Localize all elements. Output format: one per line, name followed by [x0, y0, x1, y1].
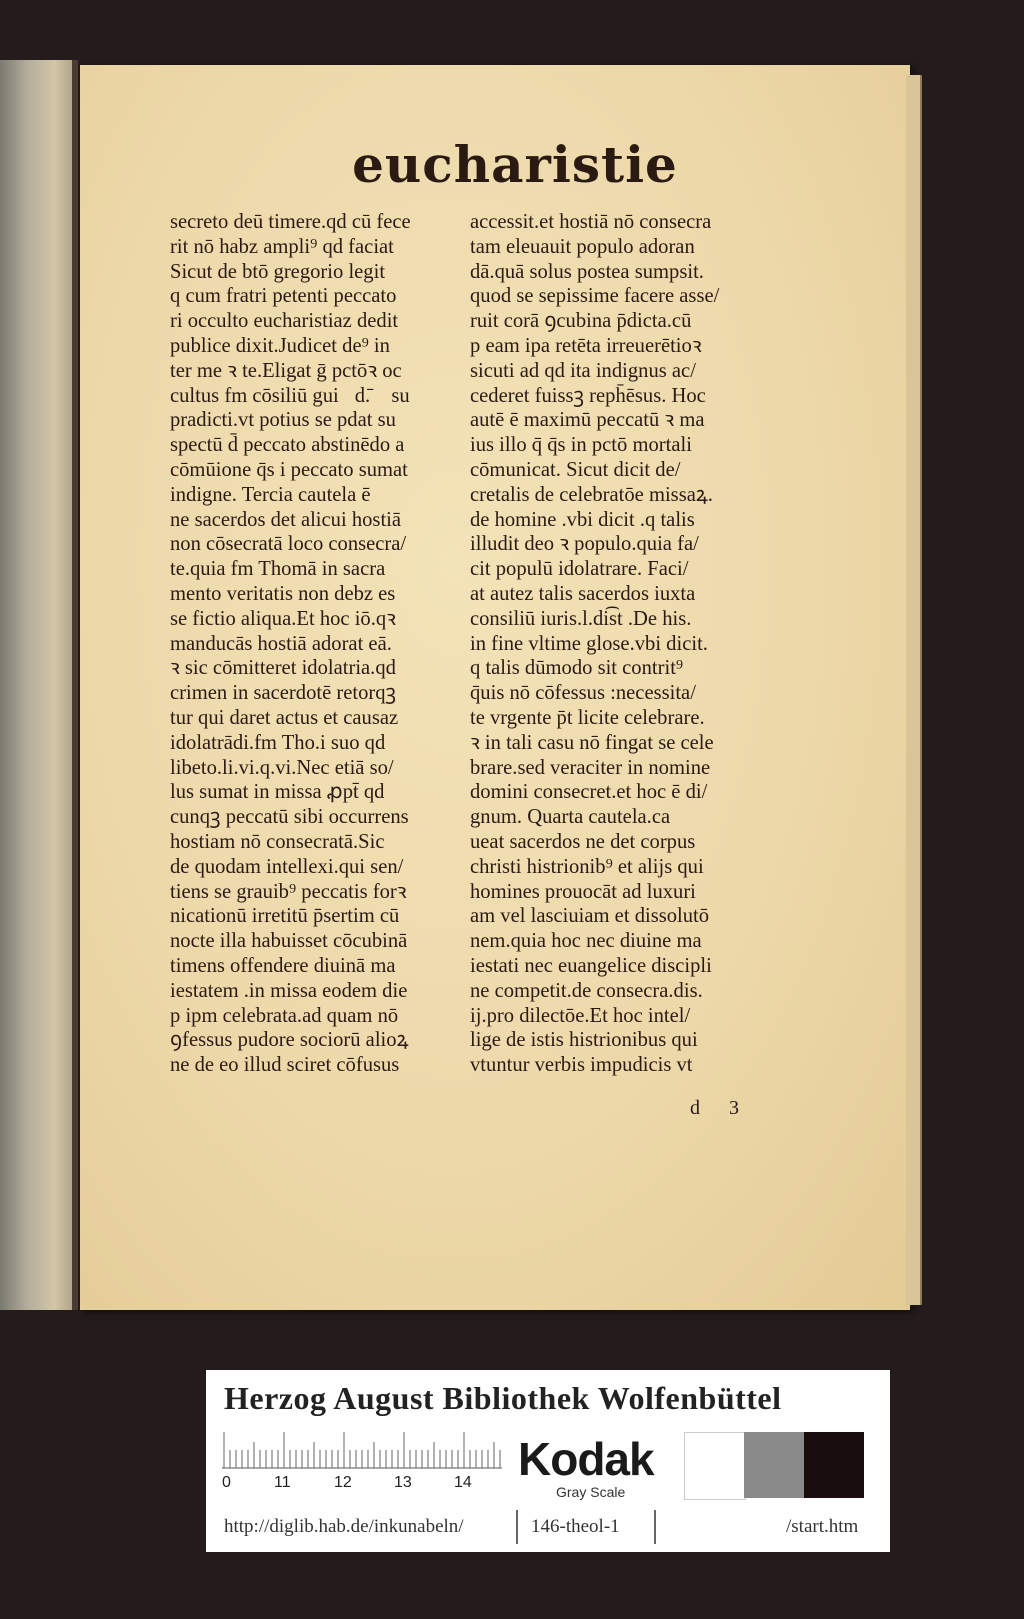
text-line: sicuti ad qd ita indignus ac/	[470, 359, 696, 382]
text-line: tiens se grauib⁹ peccatis forꝛ	[170, 880, 407, 903]
text-line: cit populū idolatrare. Faci/	[470, 558, 689, 581]
text-line: ne competit.de consecra.dis.	[470, 979, 703, 1002]
text-line: rit nō habz ampli⁹ qd faciat	[170, 235, 394, 258]
text-line: lige de istis histrionibus qui	[470, 1029, 698, 1052]
gray-swatch-black	[804, 1432, 864, 1498]
kodak-logo: Kodak	[518, 1433, 654, 1485]
text-line: te vrgente p̄t licite celebrare.	[470, 706, 705, 729]
text-line: tam eleuauit populo adoran	[470, 235, 695, 258]
text-line: q̄uis nō cōfessus :necessita/	[470, 682, 696, 705]
text-line: Sicut de btō gregorio legit	[170, 260, 386, 283]
book-page	[80, 65, 910, 1310]
text-line: quod se sepissime facere asse/	[470, 285, 720, 308]
text-line: te.quia fm Thomā in sacra	[170, 558, 386, 581]
ruler-label: 11	[274, 1474, 291, 1491]
ruler-label: 12	[334, 1474, 352, 1491]
text-line: vtuntur verbis impudicis vt	[470, 1054, 693, 1077]
gray-swatch-white	[684, 1432, 746, 1500]
text-line: de quodam intellexi.qui sen/	[170, 855, 404, 878]
text-line: libeto.li.vi.q.vi.Nec etiā so/	[170, 756, 394, 779]
text-line: lus sumat in missa ꝓpt̄ qd	[170, 781, 385, 804]
url-prefix: http://diglib.hab.de/inkunabeln/	[224, 1516, 464, 1537]
text-line: accessit.et hostiā nō consecra	[470, 211, 712, 233]
text-line: ꝯfessus pudore sociorū alioꝝ	[170, 1029, 409, 1052]
text-line: ne sacerdos det alicui hostiā	[170, 508, 402, 531]
text-line: indigne. Tercia cautela ē	[170, 483, 371, 506]
text-line: manducās hostiā adorat eā.	[170, 632, 392, 655]
text-line: ꝛ sic cōmitteret idolatria.qd	[170, 657, 396, 680]
ruler-label: 14	[454, 1474, 472, 1491]
text-line: illudit deo ꝛ populo.quia fa/	[470, 533, 699, 556]
divider	[654, 1510, 656, 1544]
text-line: timens offendere diuinā ma	[170, 954, 396, 977]
divider	[516, 1510, 518, 1544]
text-line: q cum fratri petenti peccato	[170, 285, 397, 308]
text-line: p ipm celebrata.ad quam nō	[170, 1004, 399, 1027]
text-line: domini consecret.et hoc ē di/	[470, 781, 708, 804]
text-line: hostiam nō consecratā.Sic	[170, 830, 385, 853]
text-line: at autez talis sacerdos iuxta	[470, 582, 696, 605]
right-text-column	[470, 210, 760, 1078]
text-line: autē ē maximū peccatū ꝛ ma	[470, 409, 705, 432]
text-line: christi histrionib⁹ et alijs qui	[470, 855, 704, 878]
text-line: cultus fm cōsiliū gui᷑d.̄ꝫ su	[170, 384, 410, 407]
text-line: de homine .vbi dicit .q talis	[470, 508, 695, 531]
text-line: cederet fuissꝫ reph̄ēsus. Hoc	[470, 384, 706, 407]
text-line: tur qui daret actus et causaz	[170, 706, 399, 729]
text-line: ij.pro dilectōe.Et hoc intel/	[470, 1004, 691, 1027]
text-line: ueat sacerdos ne det corpus	[470, 830, 696, 853]
text-line: homines prouocāt ad luxuri	[470, 880, 696, 903]
text-line: consiliū iuris.l.di͡st .De his.	[470, 607, 692, 630]
text-line: iestatem .in missa eodem die	[170, 979, 408, 1002]
color-target-card	[206, 1370, 890, 1552]
text-line: ri occulto eucharistiaz dedit	[170, 310, 399, 333]
text-line: iestati nec euangelice discipli	[470, 954, 712, 977]
text-line: ter me ꝛ te.Eligat ḡ pctōꝛ oc	[170, 359, 402, 382]
ruler-label: 13	[394, 1474, 412, 1491]
text-line: ius illo q̄ q̄s in pctō mortali	[470, 434, 692, 457]
text-line: dā.quā solus postea sumpsit.	[470, 260, 704, 283]
text-line: mento veritatis non debz es	[170, 582, 396, 605]
text-line: secreto deū timere.qd cū fece	[170, 211, 411, 233]
text-line: idolatrādi.fm Tho.i suo qd	[170, 731, 386, 754]
text-line: cretalis de celebratōe missaꝝ.	[470, 483, 713, 506]
ruler-label: 0	[222, 1474, 231, 1491]
text-line: publice dixit.Judicet de⁹ in	[170, 334, 390, 357]
text-line: in fine vltime glose.vbi dicit.	[470, 632, 708, 655]
text-line: spectū d̄ peccato abstinēdo a	[170, 434, 405, 457]
ruler-ticks	[222, 1430, 506, 1470]
text-line: am vel lasciuiam et dissolutō	[470, 905, 710, 928]
text-line: p eam ipa retēta irreuerētioꝛ	[470, 334, 702, 357]
text-line: cōmūione q̄s i peccato sumat	[170, 458, 408, 481]
url-suffix: /start.htm	[786, 1516, 859, 1537]
text-line: brare.sed veraciter in nomine	[470, 756, 711, 779]
left-text-column	[170, 210, 460, 1078]
text-line: nocte illa habuisset cōcubinā	[170, 930, 408, 953]
text-line: cunqꝫ peccatū sibi occurrens	[170, 806, 409, 829]
library-name: Herzog August Bibliothek Wolfenbüttel	[224, 1380, 782, 1416]
text-line: se fictio aliqua.Et hoc iō.qꝛ	[170, 607, 396, 630]
text-line: crimen in sacerdotē retorqꝫ	[170, 682, 397, 705]
gray-scale-label: Gray Scale	[556, 1484, 626, 1500]
text-line: non cōsecratā loco consecra/	[170, 533, 407, 556]
gray-swatch-mid	[744, 1432, 804, 1498]
text-line: q talis dūmodo sit contrit⁹	[470, 657, 684, 680]
text-line: pradicti.vt potius se pdat su	[170, 409, 396, 432]
signature-mark: d 3	[690, 1097, 751, 1119]
text-line: ꝛ in tali casu nō fingat se cele	[470, 731, 714, 754]
url-identifier: 146-theol-1	[531, 1516, 620, 1537]
text-line: ruit corā ꝯcubina p̄dicta.cū	[470, 310, 692, 333]
text-line: nem.quia hoc nec diuine ma	[470, 930, 702, 953]
running-head: eucharistie	[352, 135, 678, 194]
adjacent-page-edge	[0, 60, 78, 1310]
text-line: ne de eo illud sciret cōfusus	[170, 1054, 400, 1077]
text-line: cōmunicat. Sicut dicit de/	[470, 458, 681, 481]
ruler	[222, 1430, 506, 1505]
text-line: gnum. Quarta cautela.ca	[470, 806, 671, 829]
text-line: nicationū irretitū p̄sertim cū	[170, 905, 400, 928]
